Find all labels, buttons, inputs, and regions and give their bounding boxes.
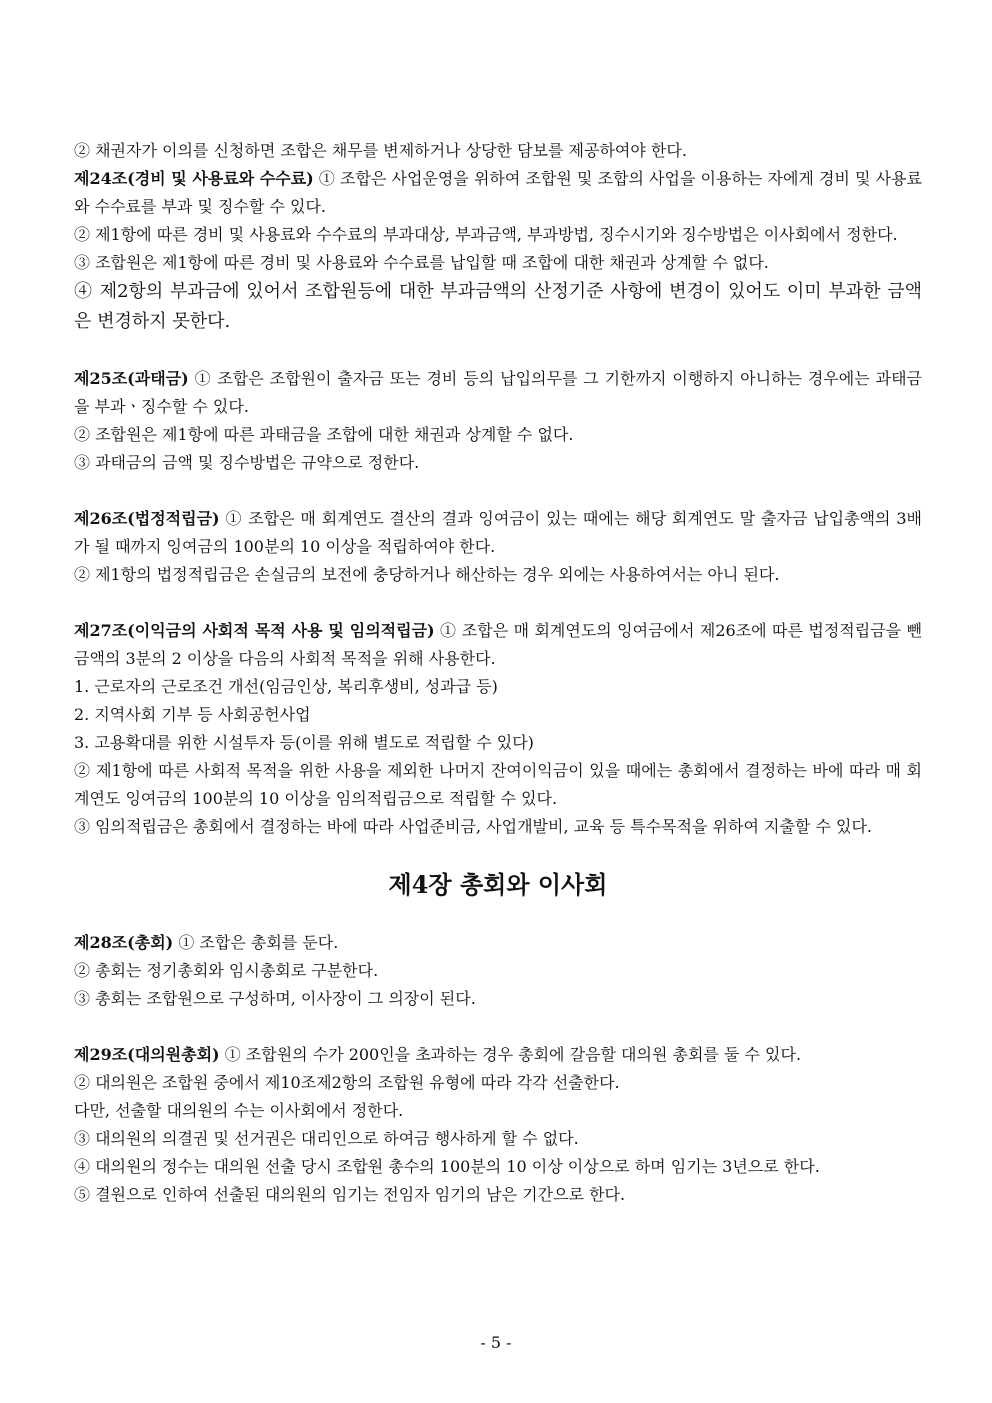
article-26-clause-1-text: ① 조합은 매 회계연도 결산의 결과 잉여금이 있는 때에는 해당 회계연도 말 출자금 납입총액의 3배가 될 때까지 잉여금의 100분의 10 이상을 적립하여야 한다.: [74, 509, 922, 556]
article-25-clause-1-text: ① 조합은 조합원이 출자금 또는 경비 등의 납입의무를 그 기한까지 이행하지 아니하는 경우에는 과태금을 부과ㆍ징수할 수 있다.: [74, 369, 922, 416]
spacer: [74, 1013, 922, 1041]
article-26-clause-2: ② 제1항의 법정적립금은 손실금의 보전에 충당하거나 해산하는 경우 외에는 사용하여서는 아니 된다.: [74, 565, 780, 584]
article-28-clause-3: ③ 총회는 조합원으로 구성하며, 이사장이 그 의장이 된다.: [74, 989, 476, 1008]
article-29-clause-3: ③ 대의원의 의결권 및 선거권은 대리인으로 하여금 행사하게 할 수 없다.: [74, 1129, 579, 1148]
document-body: [74, 137, 922, 1209]
article-27-clause-1-text: ① 조합은 매 회계연도의 잉여금에서 제26조에 따른 법정적립금을 뺀 금액의 3분의 2 이상을 다음의 사회적 목적을 위해 사용한다.: [74, 621, 922, 668]
article-26-title: 제26조(법정적립금): [74, 509, 220, 528]
article-25-clause-1: [74, 365, 922, 421]
article-24-clause-1-text: ① 조합은 사업운영을 위하여 조합원 및 조합의 사업을 이용하는 자에게 경비 및 사용료와 수수료를 부과 및 징수할 수 있다.: [74, 169, 922, 216]
article-24-clause-3: ③ 조합원은 제1항에 따른 경비 및 사용료와 수수료를 납입할 때 조합에 대한 채권과 상계할 수 없다.: [74, 253, 769, 272]
article-24-clause-4: ④ 제2항의 부과금에 있어서 조합원등에 대한 부과금액의 산정기준 사항에 변경이 있어도 이미 부과한 금액은 변경하지 못한다.: [74, 281, 922, 332]
article-27-clause-3: ③ 임의적립금은 총회에서 결정하는 바에 따라 사업준비금, 사업개발비, 교육 등 특수목적을 위하여 지출할 수 있다.: [74, 817, 872, 836]
article-27-clause-2: ② 제1항에 따른 사회적 목적을 위한 사용을 제외한 나머지 잔여이익금이 있을 때에는 총회에서 결정하는 바에 따라 매 회계연도 잉여금의 100분의 10 이상을 임의적립금으로 적립할 수 있다.: [74, 761, 922, 808]
article-29-clause-2-proviso: 다만, 선출할 대의원의 수는 이사회에서 정한다.: [74, 1101, 404, 1120]
spacer: [74, 337, 922, 365]
article-29-clause-1: [74, 1041, 922, 1069]
article-24-title: 제24조(경비 및 사용료와 수수료): [74, 169, 314, 188]
article-29-title: 제29조(대의원총회): [74, 1045, 220, 1064]
article-28-title: 제28조(총회): [74, 933, 174, 952]
spacer: [74, 589, 922, 617]
article-25-title: 제25조(과태금): [74, 369, 189, 388]
chapter-heading: 제4장 총회와 이사회: [388, 870, 608, 899]
article-27-clause-1: [74, 617, 922, 673]
article-29-clause-2: ② 대의원은 조합원 중에서 제10조제2항의 조합원 유형에 따라 각각 선출한다.: [74, 1073, 620, 1092]
article-24-clause-2: ② 제1항에 따른 경비 및 사용료와 수수료의 부과대상, 부과금액, 부과방법, 징수시기와 징수방법은 이사회에서 정한다.: [74, 225, 898, 244]
article-25-clause-3: ③ 과태금의 금액 및 징수방법은 규약으로 정한다.: [74, 453, 420, 472]
article-26-clause-1: [74, 505, 922, 561]
article-23-clause-2: ② 채권자가 이의를 신청하면 조합은 채무를 변제하거나 상당한 담보를 제공하여야 한다.: [74, 141, 687, 160]
spacer: [74, 477, 922, 505]
article-27-title: 제27조(이익금의 사회적 목적 사용 및 임의적립금): [74, 621, 435, 640]
article-24-clause-1: [74, 165, 922, 221]
page-number: - 5 -: [480, 1333, 512, 1352]
article-29-clause-1-text: ① 조합원의 수가 200인을 초과하는 경우 총회에 갈음할 대의원 총회를 둘 수 있다.: [219, 1045, 802, 1064]
article-28-clause-1-text: ① 조합은 총회를 둔다.: [173, 933, 339, 952]
article-29-clause-4: ④ 대의원의 정수는 대의원 선출 당시 조합원 총수의 100분의 10 이상 이상으로 하며 임기는 3년으로 한다.: [74, 1157, 820, 1176]
article-28-clause-2: ② 총회는 정기총회와 임시총회로 구분한다.: [74, 961, 379, 980]
article-29-clause-5: ⑤ 결원으로 인하여 선출된 대의원의 임기는 전임자 임기의 남은 기간으로 한다.: [74, 1185, 626, 1204]
article-27-item-1: 1. 근로자의 근로조건 개선(임금인상, 복리후생비, 성과급 등): [74, 677, 498, 696]
article-27-item-2: 2. 지역사회 기부 등 사회공헌사업: [74, 705, 311, 724]
article-25-clause-2: ② 조합원은 제1항에 따른 과태금을 조합에 대한 채권과 상계할 수 없다.: [74, 425, 574, 444]
article-28-clause-1: [74, 929, 922, 957]
article-27-item-3: 3. 고용확대를 위한 시설투자 등(이를 위해 별도로 적립할 수 있다): [74, 733, 534, 752]
